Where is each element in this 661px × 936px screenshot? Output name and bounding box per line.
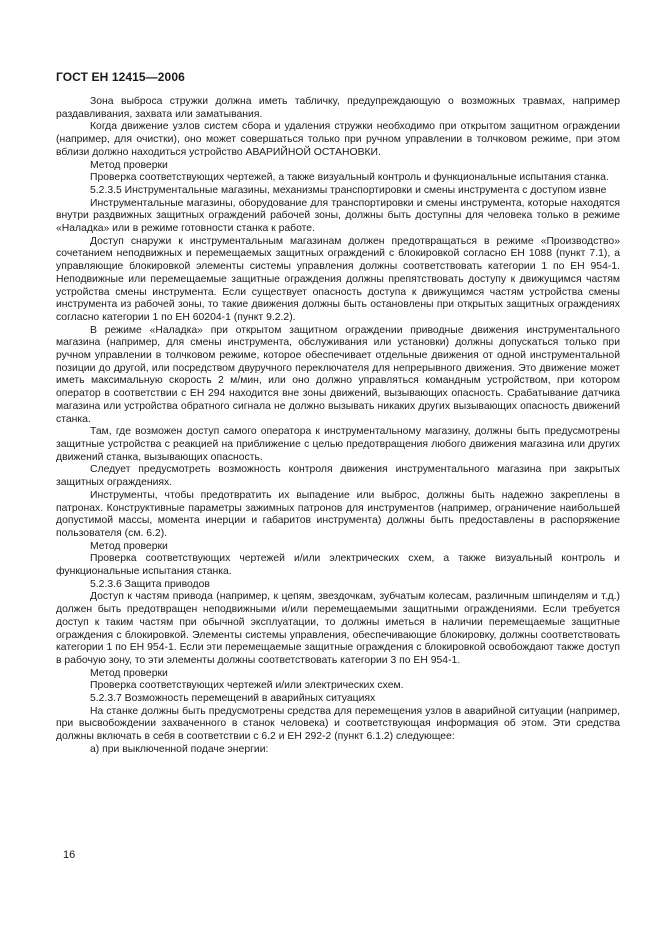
- paragraph: Проверка соответствующих чертежей и/или электрических схем.: [90, 680, 404, 692]
- paragraph: Доступ снаружи к инструментальным магазинам должен предотвращаться в режиме «Производство» сочетанием неподвижных и перемещаемых защитных ограждений с блокировкой согласно ЕН 1088 (пункт 7.1), а управляющие блокировкой элементы системы управления должны соответствовать категории 1 по ЕН 954-1. Неподвижные или перемещаемые защитные ограждения должны препятствовать доступу к движущимся частям устройства смены инструмента. Если существует опасность доступа к движущимся частям устройства смены инструмента из рабочей зоны, то такие движения должны быть остановлены при открытых защитных ограждениях согласно категории 1 по ЕН 60204-1 (пункт 9.2.2).: [56, 235, 620, 323]
- method-heading: Метод проверки: [90, 667, 168, 679]
- paragraph: Зона выброса стружки должна иметь табличку, предупреждающую о возможных травмах, например раздавливания, захвата или заматывания.: [56, 96, 620, 120]
- paragraph: Доступ к частям привода (например, к цепям, звездочкам, зубчатым колесам, различным шпинделям и т.д.) должен быть предотвращен неподвижными и/или перемещаемыми защитными ограждениями. Если требуется доступ к таким частям при обычной эксплуатации, то должны иметься в наличии перемещаемые защитные ограждения с блокировкой. Элементы системы управления, обеспечивающие блокировку, должны соответствовать категории 1 по ЕН 954-1. Если эти перемещаемые защитные ограждения с блокировкой освобождают также доступ в рабочую зону, то эти элементы должны соответствовать категории 3 по ЕН 954-1.: [56, 591, 620, 666]
- paragraph: Проверка соответствующих чертежей и/или электрических схем, а также визуальный контроль и функциональные испытания станка.: [56, 553, 620, 578]
- document-header: ГОСТ ЕН 12415—2006: [56, 70, 185, 84]
- paragraph: Там, где возможен доступ самого оператора к инструментальному магазину, должны быть предусмотрены защитные устройства с реакцией на приближение с целью предотвращения любого движения магазина или других движений станка, вызывающих опасность.: [56, 426, 620, 463]
- paragraph: Проверка соответствующих чертежей, а также визуальный контроль и функциональные испытания станка.: [90, 172, 609, 184]
- paragraph: Инструментальные магазины, оборудование для транспортировки и смены инструмента, которые находятся внутри раздвижных защитных ограждений рабочей зоны, должны быть доступны для человека только в режиме «Наладка» или в режиме готовности станка к работе.: [56, 197, 620, 235]
- method-heading: Метод проверки: [90, 159, 168, 171]
- section-heading: 5.2.3.7 Возможность перемещений в аварийных ситуациях: [90, 693, 376, 705]
- method-heading: Метод проверки: [90, 540, 168, 552]
- paragraph: В режиме «Наладка» при открытом защитном ограждении приводные движения инструментального магазина (например, для смены инструмента, обслуживания или установки) должны допускаться только при ручном управлении в толчковом режиме, которое обеспечивает отдельные движения от одной инструментальной позиции до другой, или посредством двуручного переключателя для непрерывного движения. Это движение может иметь максимальную скорость 2 м/мин, или оно должно управляться командным устройством, при котором оператор в соответствии с ЕН 294 находится вне зоны движений, вызывающих опасность. Срабатывание датчика магазина или устройства обратного сигнала не должно вызывать никаких других вызывающих опасность движений станка.: [56, 324, 620, 425]
- list-item: а) при выключенной подаче энергии:: [90, 743, 269, 755]
- document-body: [56, 96, 620, 757]
- paragraph: Следует предусмотреть возможность контроля движения инструментального магазина при закрытых защитных ограждениях.: [56, 464, 620, 489]
- section-heading: 5.2.3.5 Инструментальные магазины, механизмы транспортировки и смены инструмента с доступом извне: [90, 184, 607, 196]
- paragraph: На станке должны быть предусмотрены средства для перемещения узлов в аварийной ситуации (например, при высвобождении захваченного в станок человека) и соответствующая информация об этом. Эти средства должны включать в себя в соответствии с 6.2 и ЕН 292-2 (пункт 6.1.2) следующее:: [56, 705, 620, 743]
- section-heading: 5.2.3.6 Защита приводов: [90, 578, 210, 590]
- paragraph: Когда движение узлов систем сбора и удаления стружки необходимо при открытом защитном ограждении (например, для очистки), оно может совершаться только при ручном управлении в толчковом режиме, при этом вблизи должно находиться устройство АВАРИЙНОЙ ОСТАНОВКИ.: [56, 121, 620, 158]
- paragraph: Инструменты, чтобы предотвратить их выпадение или выброс, должны быть надежно закреплены в патронах. Конструктивные параметры зажимных патронов для инструментов (например, ограничение наибольшей допустимой массы, момента инерции и габаритов инструмента) должны быть предоставлены в распоряжение пользователя (см. 6.2).: [56, 489, 620, 539]
- page-number: 16: [63, 849, 76, 861]
